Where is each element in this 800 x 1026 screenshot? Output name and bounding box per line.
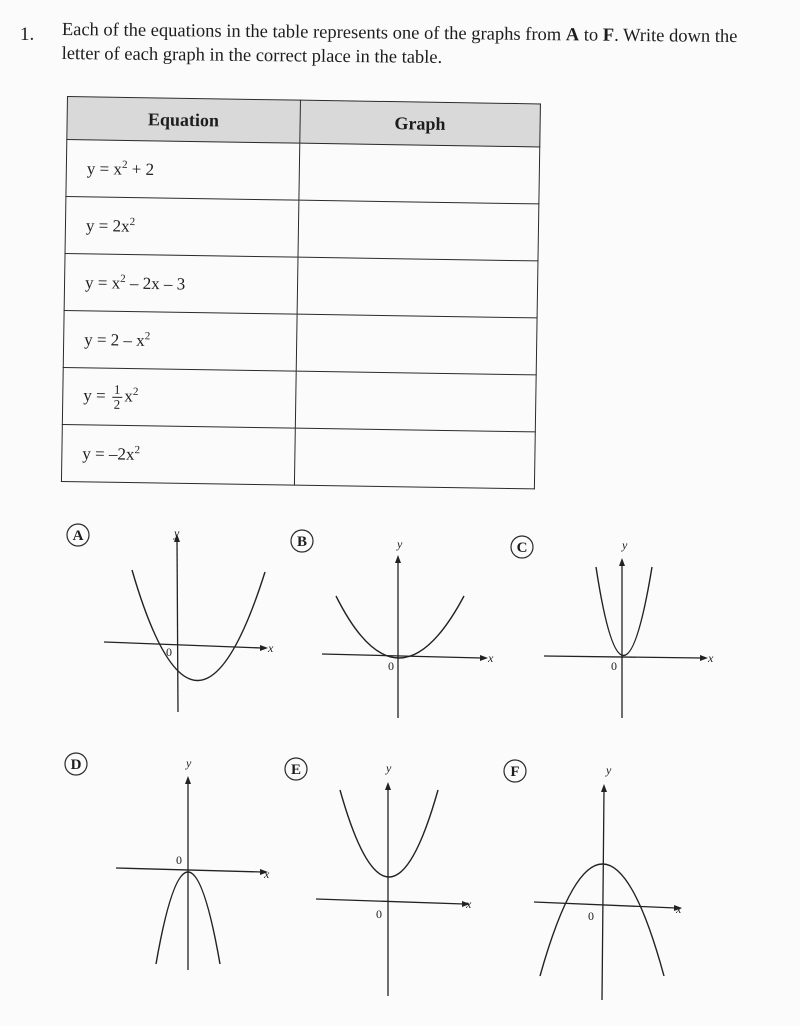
origin-label: 0 xyxy=(376,907,382,921)
y-axis-label: y xyxy=(606,763,612,777)
question-number: 1. xyxy=(20,24,35,45)
graph-f xyxy=(504,760,682,1000)
x-axis-label: x xyxy=(676,902,682,916)
origin-label: 0 xyxy=(176,853,182,867)
parabola-curve xyxy=(132,570,265,681)
graph-d xyxy=(65,753,270,970)
x-axis-arrow xyxy=(700,655,708,661)
equation-cell: $y = 2x^2$ xyxy=(65,196,299,257)
prompt-text: . Write down the xyxy=(614,25,738,48)
origin-label: 0 xyxy=(611,659,617,673)
x-axis-label: x xyxy=(264,867,270,881)
prompt-text: Each of the equations in the table represents one of the graphs from xyxy=(61,19,566,46)
x-axis xyxy=(316,899,464,904)
x-axis-label: x xyxy=(466,897,472,911)
y-axis-label: y xyxy=(622,538,628,552)
x-axis xyxy=(104,642,262,648)
equation-cell: y = $\frac{1}{2}$ $x^2$ xyxy=(62,367,296,428)
y-axis-arrow xyxy=(385,782,391,790)
origin-label: 0 xyxy=(166,645,172,659)
equation-cell: $y = 2 - x^2$ xyxy=(63,310,297,371)
x-axis-label: x xyxy=(708,651,714,665)
prompt-text: to xyxy=(579,25,603,46)
x-axis-arrow xyxy=(480,655,488,661)
y-axis xyxy=(177,538,178,712)
equation-cell: $y = -2x^2$ xyxy=(61,424,295,485)
prompt-letter-a: A xyxy=(565,25,580,46)
y-axis-label: y xyxy=(174,526,180,540)
x-axis-label: x xyxy=(488,651,494,665)
equation-cell: $y = x^2 + 2$ xyxy=(66,140,300,201)
parabola-curve xyxy=(596,567,652,656)
graph-c xyxy=(511,536,714,718)
prompt-text: letter of each graph in the correct place in the table. xyxy=(61,43,443,68)
graph-a xyxy=(67,524,274,712)
graph-label: B xyxy=(296,534,308,550)
y-axis-arrow xyxy=(185,776,191,784)
y-axis-arrow xyxy=(395,555,401,563)
y-axis-arrow xyxy=(619,558,625,566)
header-equation: Equation xyxy=(67,97,300,144)
graph-label: C xyxy=(516,540,528,556)
origin-label: 0 xyxy=(388,659,394,673)
parabola-curve xyxy=(340,790,438,877)
header-graph: Graph xyxy=(300,100,541,147)
graph-label: F xyxy=(510,764,520,780)
graph-label: A xyxy=(72,528,84,544)
y-axis-label: y xyxy=(397,537,403,551)
y-axis-label: y xyxy=(186,756,192,770)
equation-cell: $y = x^2 - 2x - 3$ xyxy=(64,253,298,314)
graph-b xyxy=(291,530,494,718)
x-axis xyxy=(534,902,676,908)
origin-label: 0 xyxy=(588,909,594,923)
y-axis-label: y xyxy=(386,761,392,775)
x-axis-arrow xyxy=(260,645,268,651)
y-axis xyxy=(602,790,604,1000)
x-axis-label: x xyxy=(268,641,274,655)
parabola-curve xyxy=(336,596,464,658)
prompt-letter-f: F xyxy=(602,25,615,46)
fraction: $\frac{1}{2}$ xyxy=(113,381,121,412)
graph-label: E xyxy=(290,762,302,778)
y-axis-arrow xyxy=(601,784,607,792)
graph-e xyxy=(285,758,472,996)
x-axis xyxy=(544,656,702,658)
graph-label: D xyxy=(70,757,82,773)
